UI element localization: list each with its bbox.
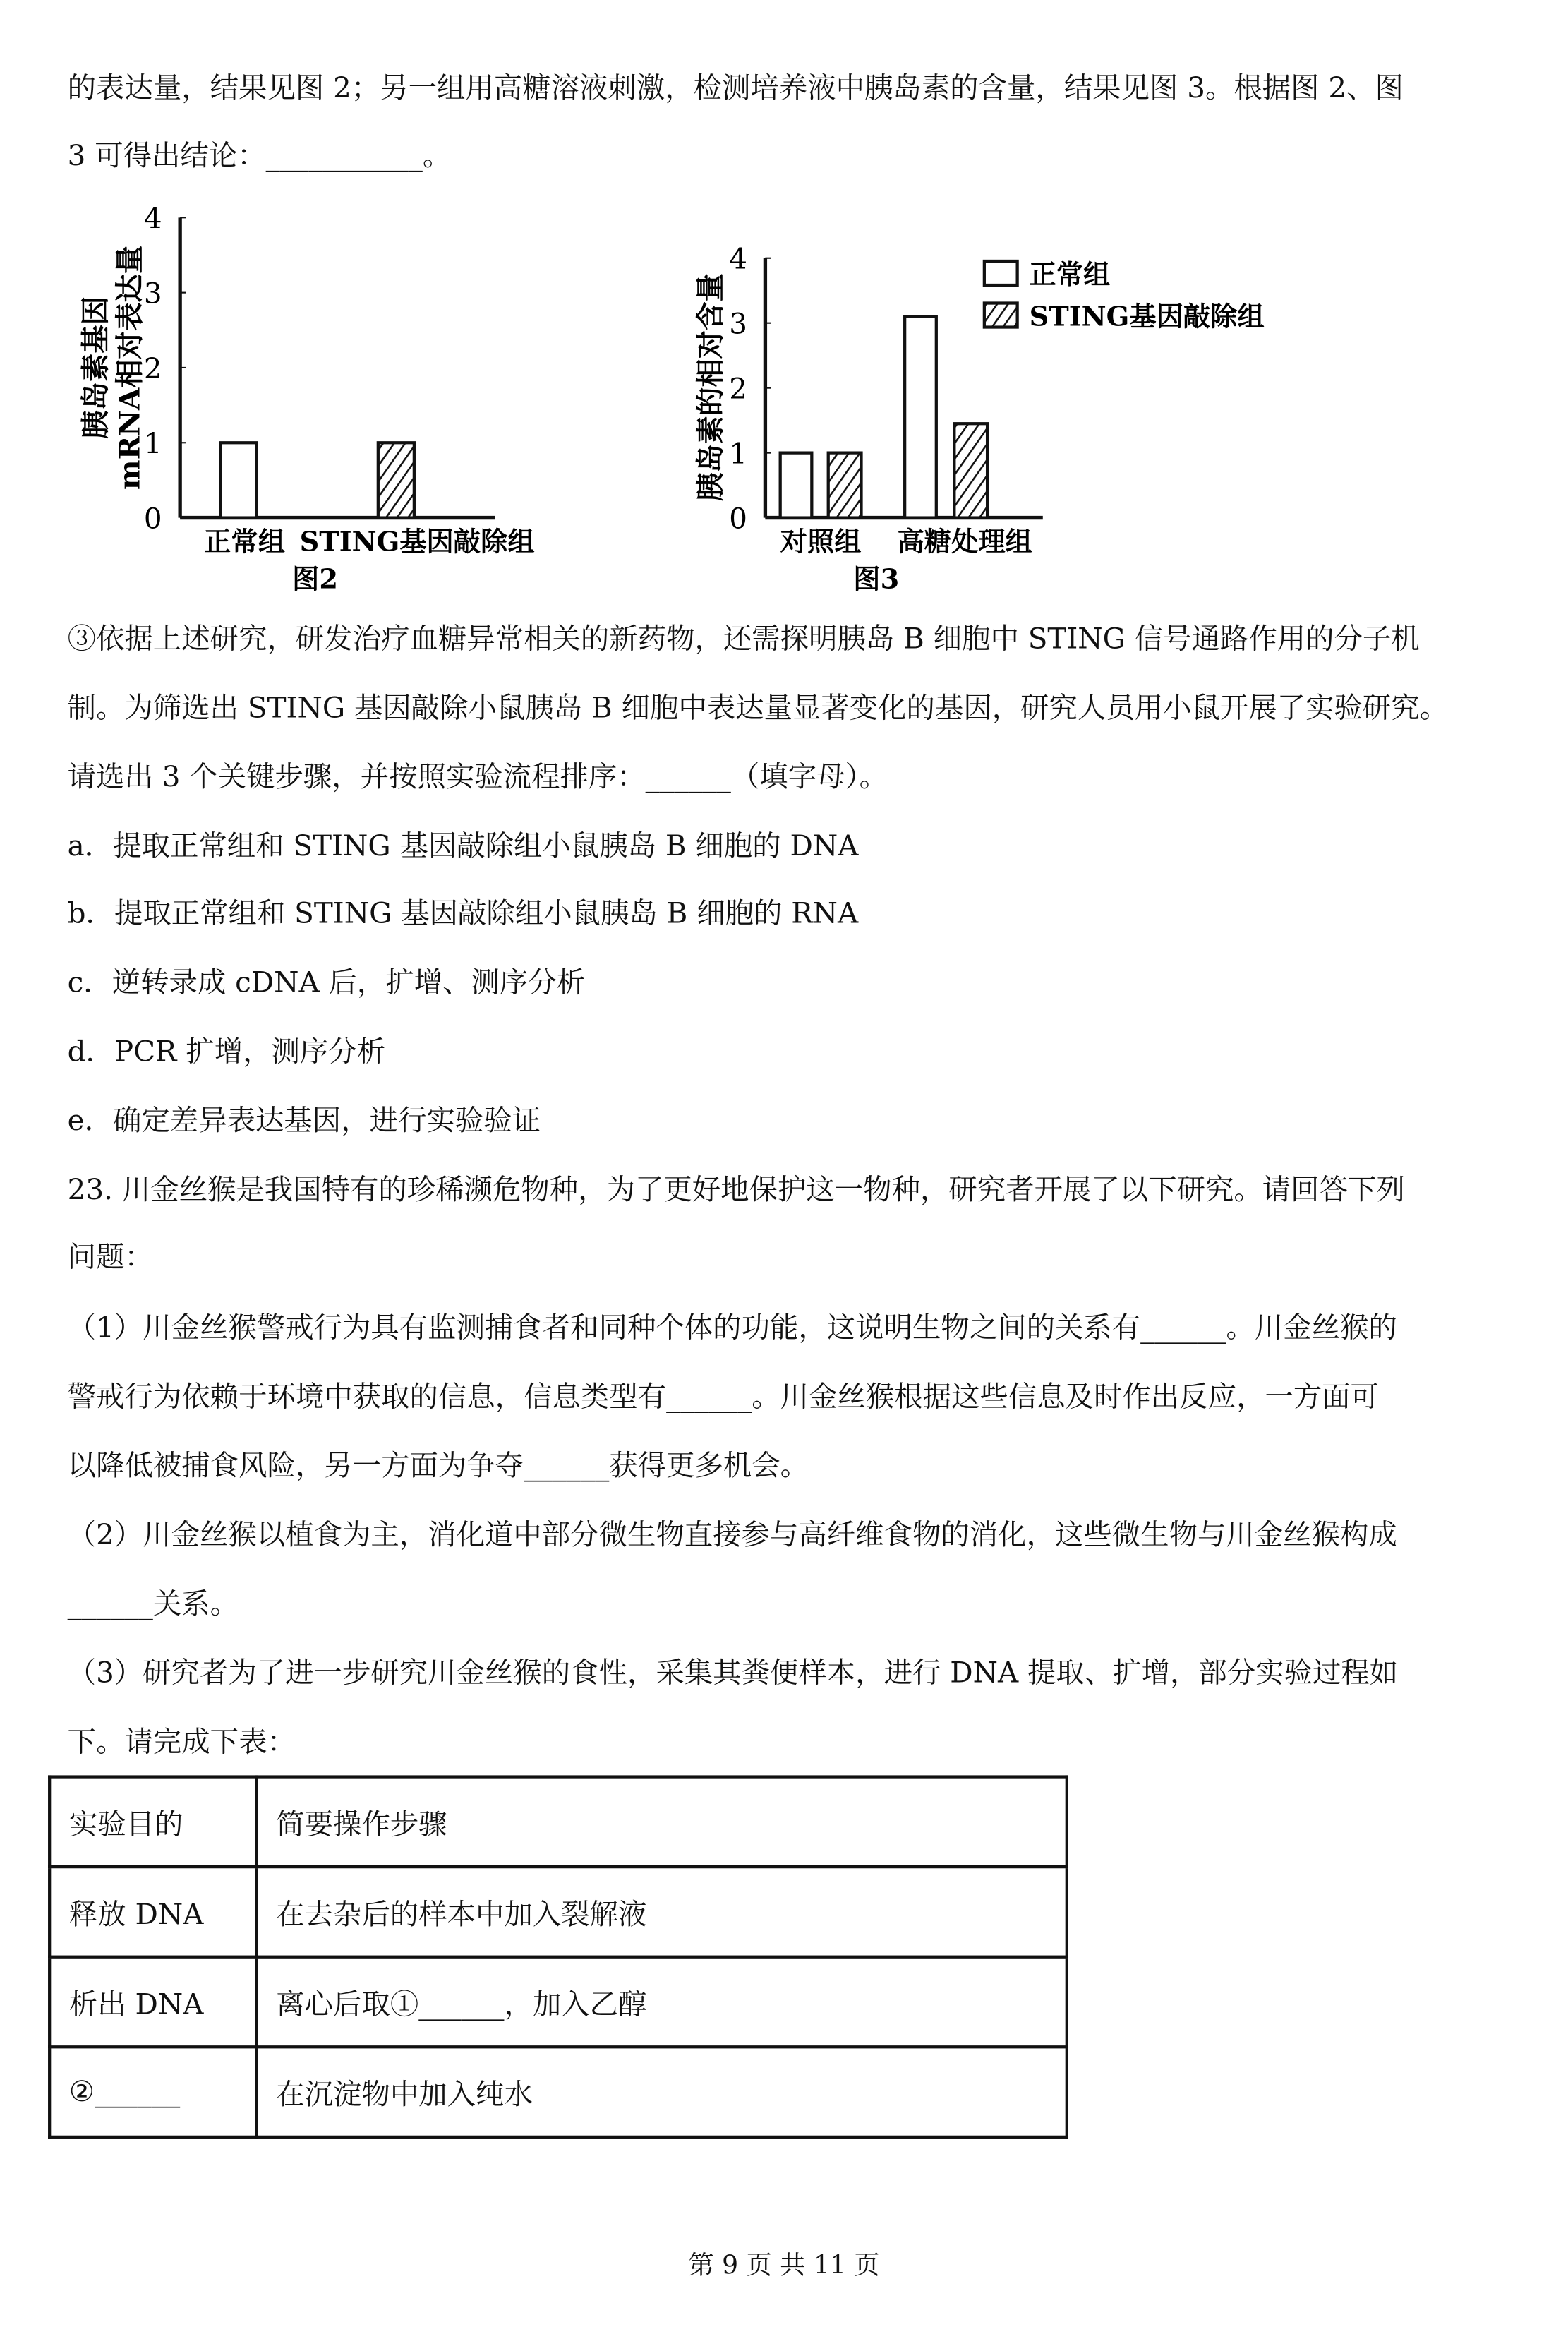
table-cell: 析出 DNA bbox=[49, 1957, 256, 2047]
y-axis-label: 胰岛素的相对含量 bbox=[693, 273, 728, 502]
text-line: 以降低被捕食风险，另一方面为争夺______获得更多机会。 bbox=[67, 1450, 809, 1483]
y-tick-label: 2 bbox=[143, 351, 162, 385]
category-label: 高糖处理组 bbox=[897, 526, 1032, 558]
figure-caption: 图2 bbox=[292, 563, 338, 596]
figure-caption: 图3 bbox=[853, 563, 900, 596]
category-label: 正常组 bbox=[204, 526, 285, 558]
table-row bbox=[49, 1867, 1067, 1957]
y-tick-label: 3 bbox=[729, 307, 747, 341]
y-tick-label: 4 bbox=[729, 242, 747, 276]
y-tick-label: 2 bbox=[729, 372, 747, 406]
page-footer: 第 9 页 共 11 页 bbox=[688, 2251, 880, 2281]
bar-sting-knockout bbox=[954, 423, 987, 517]
bar-normal bbox=[221, 443, 257, 517]
category-label: 对照组 bbox=[780, 526, 862, 558]
text-line: 制。为筛选出 STING 基因敲除小鼠胰岛 B 细胞中表达量显著变化的基因，研究人员用小鼠开展了实验研究。 bbox=[67, 692, 1449, 726]
legend-label: STING基因敲除组 bbox=[1029, 301, 1265, 333]
table-cell: 简要操作步骤 bbox=[257, 1777, 1067, 1867]
legend-swatch bbox=[984, 303, 1018, 327]
text-line: a．提取正常组和 STING 基因敲除组小鼠胰岛 B 细胞的 DNA bbox=[67, 829, 859, 863]
y-axis-label: 胰岛素基因 bbox=[78, 296, 112, 439]
y-tick-label: 1 bbox=[729, 437, 747, 471]
y-tick-label: 0 bbox=[143, 502, 162, 536]
table-cell: 在沉淀物中加入纯水 bbox=[257, 2047, 1067, 2137]
y-tick-label: 0 bbox=[729, 502, 747, 536]
text-line: 问题： bbox=[67, 1241, 153, 1275]
text-line: （1）川金丝猴警戒行为具有监测捕食者和同种个体的功能，这说明生物之间的关系有______。川金丝猴的 bbox=[67, 1311, 1397, 1345]
text-line: （2）川金丝猴以植食为主，消化道中部分微生物直接参与高纤维食物的消化，这些微生物与川金丝猴构成 bbox=[67, 1518, 1397, 1552]
table-cell: ②______ bbox=[49, 2047, 256, 2137]
legend-label: 正常组 bbox=[1029, 258, 1111, 291]
text-line: 下。请完成下表： bbox=[67, 1726, 296, 1760]
y-tick-label: 1 bbox=[143, 427, 162, 461]
charts bbox=[0, 0, 1568, 601]
legend-swatch bbox=[984, 261, 1018, 285]
table-row bbox=[49, 1777, 1067, 1867]
text-line: c．逆转录成 cDNA 后，扩增、测序分析 bbox=[67, 966, 586, 1000]
text-line: ③依据上述研究，研发治疗血糖异常相关的新药物，还需探明胰岛 B 细胞中 STING 信号通路作用的分子机 bbox=[67, 622, 1420, 656]
table-row bbox=[49, 1957, 1067, 2047]
table-cell: 释放 DNA bbox=[49, 1867, 256, 1957]
bar-sting-knockout bbox=[828, 453, 862, 518]
bar-normal bbox=[905, 316, 936, 517]
text-line: 警戒行为依赖于环境中获取的信息，信息类型有______。川金丝猴根据这些信息及时作出反应，一方面可 bbox=[67, 1380, 1380, 1414]
table-cell: 实验目的 bbox=[49, 1777, 256, 1867]
text-line: ______关系。 bbox=[67, 1587, 239, 1621]
text-line: e．确定差异表达基因，进行实验验证 bbox=[67, 1104, 541, 1138]
text-line: 请选出 3 个关键步骤，并按照实验流程排序：______（填字母）。 bbox=[67, 761, 888, 794]
bar-sting-knockout bbox=[378, 443, 414, 517]
y-axis-label: mRNA相对表达量 bbox=[112, 245, 147, 491]
text-line: （3）研究者为了进一步研究川金丝猴的食性，采集其粪便样本，进行 DNA 提取、扩增，部分实验过程如 bbox=[67, 1656, 1399, 1690]
text-line: 3 可得出结论：___________。 bbox=[67, 139, 452, 173]
y-tick-label: 3 bbox=[143, 277, 162, 311]
table-cell: 在去杂后的样本中加入裂解液 bbox=[257, 1867, 1067, 1957]
table-cell: 离心后取①______，加入乙醇 bbox=[257, 1957, 1067, 2047]
y-tick-label: 4 bbox=[143, 202, 162, 236]
text-line: d．PCR 扩增，测序分析 bbox=[67, 1035, 386, 1069]
table-row bbox=[49, 2047, 1067, 2137]
experiment-table bbox=[48, 1775, 1068, 2139]
text-line: 的表达量，结果见图 2；另一组用高糖溶液刺激，检测培养液中胰岛素的含量，结果见图 3。根据图 2、图 bbox=[67, 72, 1404, 105]
bar-normal bbox=[780, 453, 812, 518]
text-line: 23. 川金丝猴是我国特有的珍稀濒危物种，为了更好地保护这一物种，研究者开展了以下研究。请回答下列 bbox=[67, 1173, 1405, 1207]
text-line: b．提取正常组和 STING 基因敲除组小鼠胰岛 B 细胞的 RNA bbox=[67, 897, 859, 931]
category-label: STING基因敲除组 bbox=[299, 526, 535, 558]
